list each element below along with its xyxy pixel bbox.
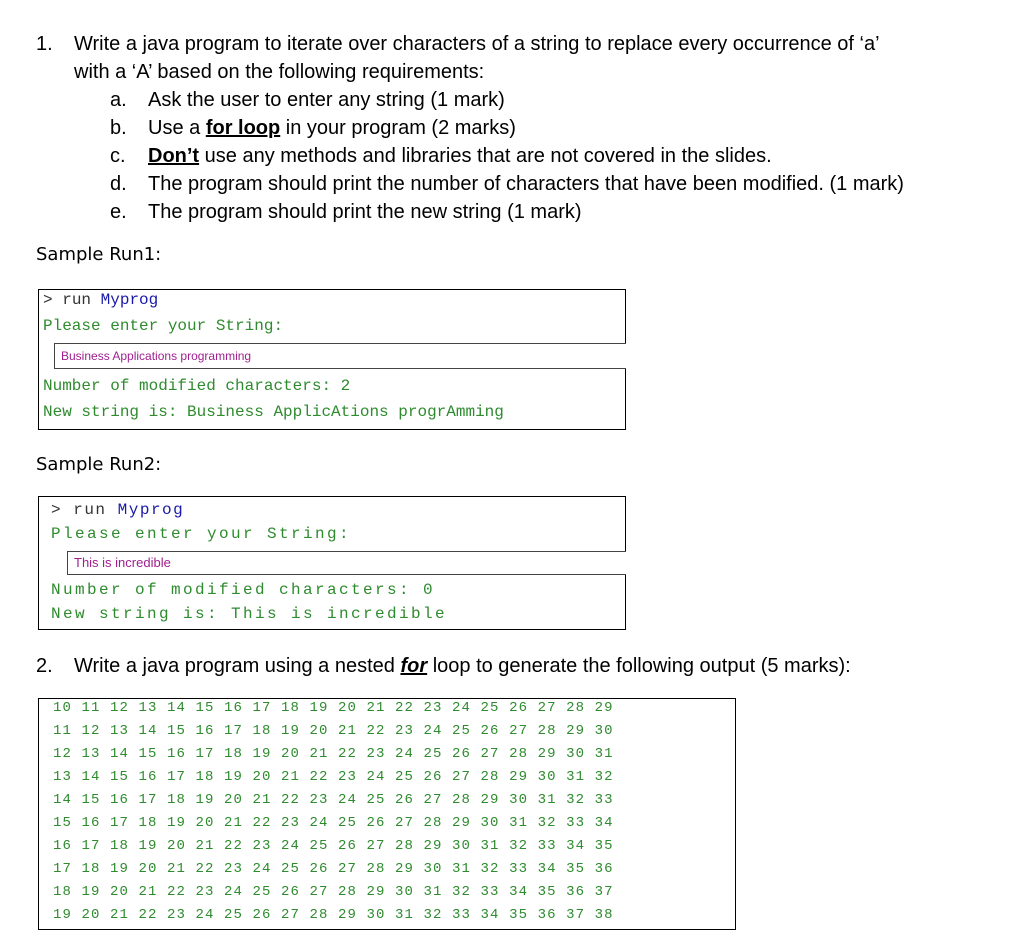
question-1-line-1: Write a java program to iterate over characters of a string to replace every occurrence of ‘a’ [74,33,880,55]
output-row: 14 15 16 17 18 19 20 21 22 23 24 25 26 27 28 29 30 31 32 33 [53,792,614,808]
question-2-number: 2. [36,655,53,677]
requirement-text: The program should print the new string (1 mark) [148,201,582,223]
output-row: 17 18 19 20 21 22 23 24 25 26 27 28 29 30 31 32 33 34 35 36 [53,861,614,877]
question-2 [36,652,1006,682]
please-enter-prompt: Please enter your String: [51,525,352,543]
output-row: 11 12 13 14 15 16 17 18 19 20 21 22 23 24 25 26 27 28 29 30 [53,723,614,739]
output-row: 18 19 20 21 22 23 24 25 26 27 28 29 30 31 32 33 34 35 36 37 [53,884,614,900]
for-emphasis: for [400,655,428,677]
requirement-text: The program should print the number of characters that have been modified. (1 mark) [148,173,904,195]
new-string-line: New string is: This is incredible [51,605,448,623]
program-name: Myprog [100,291,159,309]
question-1-number: 1. [36,33,53,55]
question-2-text [74,652,851,680]
run-command-line [51,499,184,521]
output-row: 12 13 14 15 16 17 18 19 20 21 22 23 24 25 26 27 28 29 30 31 [53,746,614,762]
modified-count-line: Number of modified characters: 2 [43,377,351,395]
user-input-value: This is incredible [74,555,171,570]
requirement-text [148,114,516,142]
requirement-text [148,142,772,170]
for-loop-emphasis: for loop [205,117,281,139]
requirement-letter: d. [110,173,127,195]
run-keyword: run [62,291,92,309]
run-keyword: run [73,501,107,519]
requirement-text-post: in your program (2 marks) [280,117,516,139]
requirement-text-post: use any methods and libraries that are not covered in the slides. [199,145,772,167]
question-1-line-2: with a ‘A’ based on the following requirements: [74,61,485,83]
sample-run-1-console [38,289,626,430]
requirement-text-pre: Use a [148,117,206,139]
question-1 [36,30,1006,90]
requirement-letter: b. [110,117,127,139]
please-enter-prompt: Please enter your String: [43,317,284,335]
user-input-value: Business Applications programming [61,349,252,363]
program-name: Myprog [117,501,185,519]
new-string-line: New string is: Business ApplicAtions progrAmming [43,403,504,421]
expected-output-box [38,698,736,930]
output-row: 10 11 12 13 14 15 16 17 18 19 20 21 22 23 24 25 26 27 28 29 [53,700,614,716]
modified-count-line: Number of modified characters: 0 [51,581,436,599]
requirement-letter: c. [110,145,126,167]
output-row: 13 14 15 16 17 18 19 20 21 22 23 24 25 26 27 28 29 30 31 32 [53,769,614,785]
output-row: 19 20 21 22 23 24 25 26 27 28 29 30 31 32 33 34 35 36 37 38 [53,907,614,923]
output-row: 16 17 18 19 20 21 22 23 24 25 26 27 28 29 30 31 32 33 34 35 [53,838,614,854]
requirement-letter: a. [110,89,127,111]
requirement-text: Ask the user to enter any string (1 mark) [148,89,505,111]
prompt-symbol: > [43,291,53,309]
run-command-line [43,290,158,310]
question-2-text-pre: Write a java program using a nested [74,655,401,677]
prompt-symbol: > [51,501,63,519]
sample-run-2-console [38,496,626,630]
output-row: 15 16 17 18 19 20 21 22 23 24 25 26 27 28 29 30 31 32 33 34 [53,815,614,831]
question-2-text-post: loop to generate the following output (5 marks): [427,655,851,677]
sample-run-2-label: Sample Run2: [36,454,162,475]
sample-run-1-label: Sample Run1: [36,244,162,265]
dont-emphasis: Don’t [148,145,200,167]
requirement-letter: e. [110,201,127,223]
